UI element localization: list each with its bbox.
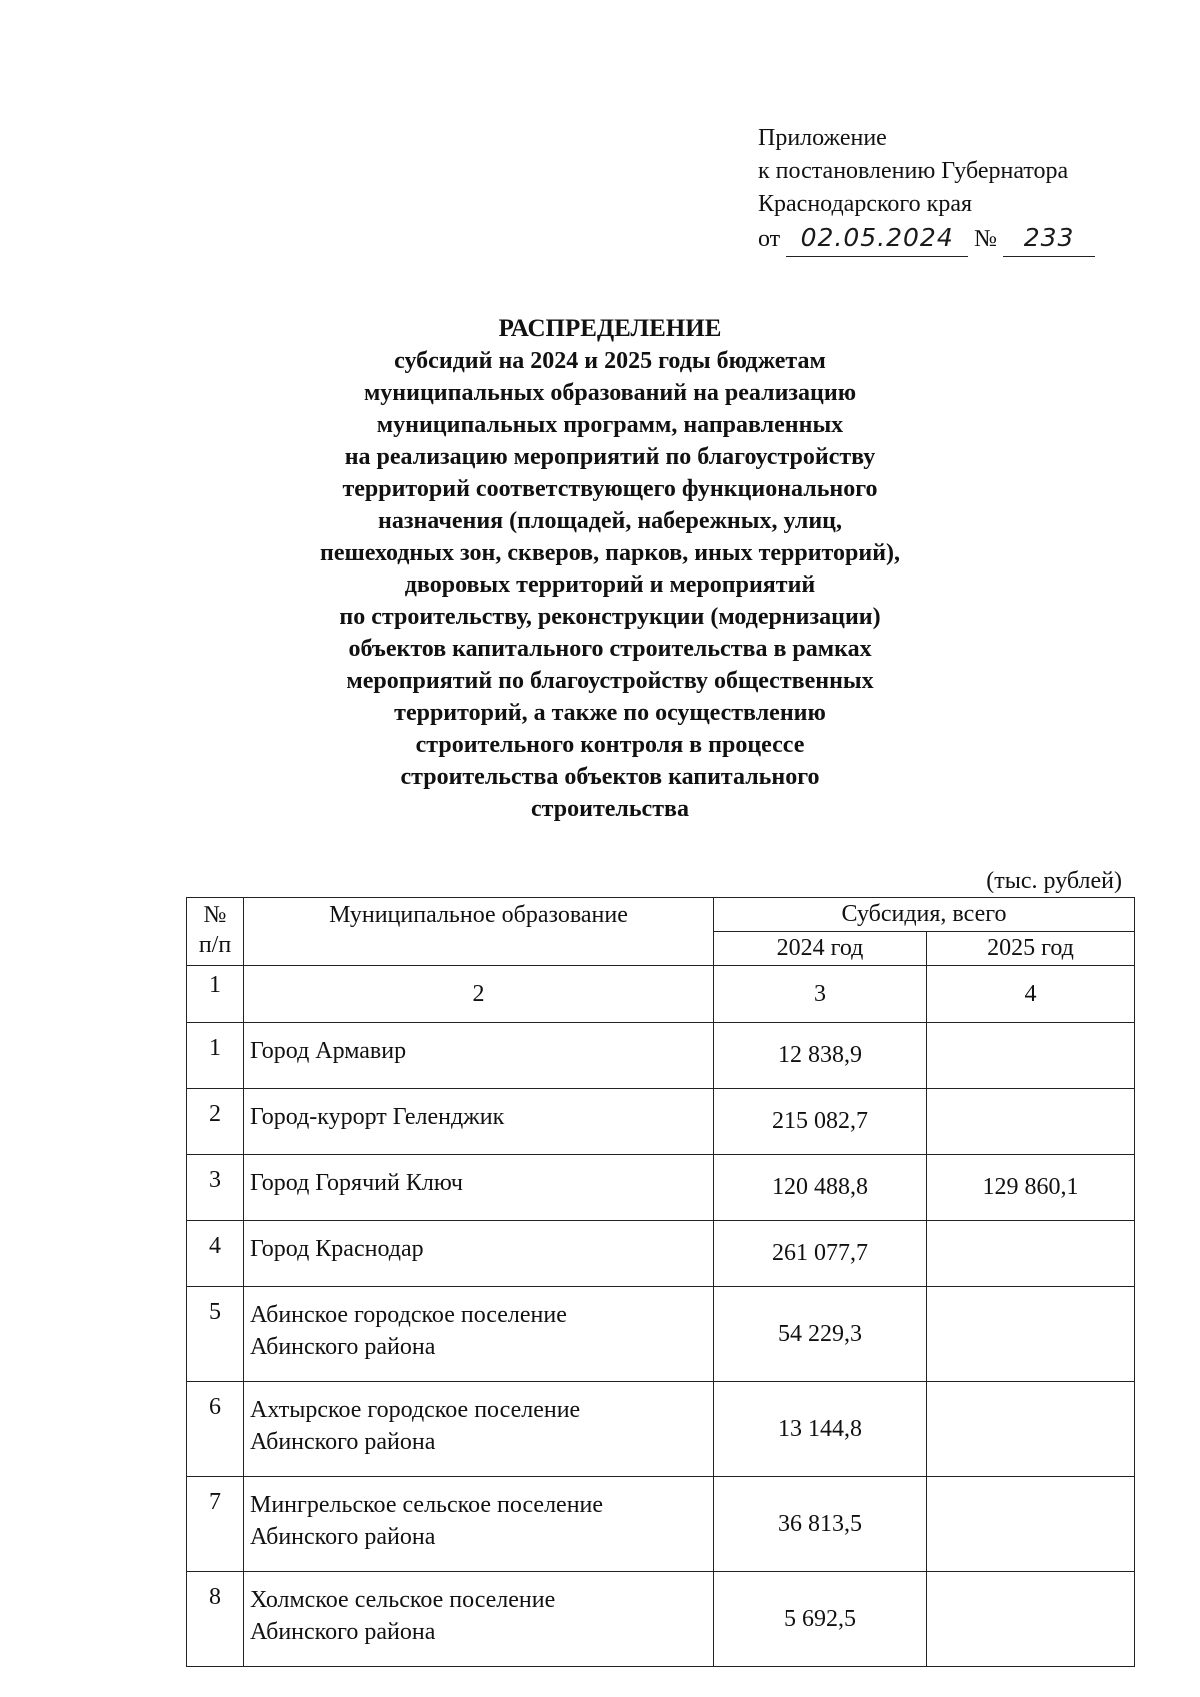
municipality-name — [244, 1089, 714, 1155]
table-row — [187, 1155, 1135, 1221]
subsidy-2025 — [927, 1023, 1135, 1089]
title-line: строительства объектов капитального — [400, 764, 820, 790]
row-number: 7 — [187, 1477, 244, 1572]
header-year-2024: 2024 год — [714, 932, 927, 966]
document-title — [160, 313, 1060, 825]
handwritten-date: 02.05.2024 — [800, 223, 954, 252]
unit-label: (тыс. рублей) — [986, 868, 1122, 894]
subsidy-2025: 129 860,1 — [927, 1155, 1135, 1221]
annex-title: Приложение — [758, 125, 887, 151]
column-number: 4 — [927, 966, 1135, 1023]
subsidy-2024: 13 144,8 — [714, 1382, 927, 1477]
table-row — [187, 1572, 1135, 1667]
title-line: на реализацию мероприятий по благоустройству — [344, 444, 876, 470]
annex-date-number — [758, 221, 1095, 257]
municipality-name-line1: Абинское городское поселение — [250, 1302, 567, 1328]
column-number: 2 — [244, 966, 714, 1023]
municipality-name-line1: Холмское сельское поселение — [250, 1587, 556, 1613]
municipality-name-line1: Город Краснодар — [250, 1236, 424, 1262]
municipality-name — [244, 1155, 714, 1221]
subsidy-2025 — [927, 1382, 1135, 1477]
municipality-name — [244, 1023, 714, 1089]
number-label: № — [974, 226, 998, 252]
title-line: назначения (площадей, набережных, улиц, — [378, 508, 842, 534]
title-line: территорий, а также по осуществлению — [394, 700, 826, 726]
title-line: пешеходных зон, скверов, парков, иных территорий), — [319, 540, 901, 566]
municipality-name — [244, 1287, 714, 1382]
table-row — [187, 1477, 1135, 1572]
municipality-name-line2: Абинского района — [250, 1524, 436, 1550]
row-number: 1 — [187, 1023, 244, 1089]
from-label: от — [758, 226, 781, 252]
title-line: муниципальных программ, направленных — [376, 412, 844, 438]
title-line: мероприятий по благоустройству общественных — [346, 668, 874, 694]
title-line: муниципальных образований на реализацию — [363, 380, 857, 406]
subsidy-2024: 120 488,8 — [714, 1155, 927, 1221]
subsidy-2024: 215 082,7 — [714, 1089, 927, 1155]
column-number: 3 — [714, 966, 927, 1023]
subsidy-2025 — [927, 1477, 1135, 1572]
column-number: 1 — [187, 966, 244, 1023]
header-subsidy-total: Субсидия, всего — [714, 898, 1135, 932]
subsidy-2024: 5 692,5 — [714, 1572, 927, 1667]
title-line: дворовых территорий и мероприятий — [404, 572, 816, 598]
municipality-name-line1: Город Армавир — [250, 1038, 407, 1064]
subsidy-2024: 54 229,3 — [714, 1287, 927, 1382]
municipality-name-line1: Мингрельское сельское поселение — [250, 1492, 604, 1518]
annex-region: Краснодарского края — [758, 191, 973, 217]
municipality-name-line1: Ахтырское городское поселение — [250, 1397, 581, 1423]
title-line: строительства — [531, 796, 689, 822]
subsidy-2024: 261 077,7 — [714, 1221, 927, 1287]
municipality-name — [244, 1477, 714, 1572]
header-year-2025: 2025 год — [927, 932, 1135, 966]
table-row — [187, 1023, 1135, 1089]
subsidy-2025 — [927, 1287, 1135, 1382]
municipality-name-line1: Город Горячий Ключ — [250, 1170, 463, 1196]
title-line: территорий соответствующего функционального — [342, 476, 878, 502]
column-number-row — [187, 966, 1135, 1023]
municipality-name — [244, 1221, 714, 1287]
row-number: 5 — [187, 1287, 244, 1382]
municipality-name-line2: Абинского района — [250, 1619, 436, 1645]
row-number: 2 — [187, 1089, 244, 1155]
municipality-name-line2: Абинского района — [250, 1334, 436, 1360]
row-number: 4 — [187, 1221, 244, 1287]
table-row — [187, 1287, 1135, 1382]
row-number: 6 — [187, 1382, 244, 1477]
row-number: 3 — [187, 1155, 244, 1221]
municipality-name — [244, 1382, 714, 1477]
title-line: строительного контроля в процессе — [415, 732, 805, 758]
table-row — [187, 1382, 1135, 1477]
annex-block — [758, 122, 1095, 257]
row-number: 8 — [187, 1572, 244, 1667]
subsidy-2024: 36 813,5 — [714, 1477, 927, 1572]
header-municipality: Муниципальное образование — [244, 898, 714, 966]
subsidy-2025 — [927, 1572, 1135, 1667]
title-line: объектов капитального строительства в рамках — [348, 636, 872, 662]
title-heading: РАСПРЕДЕЛЕНИЕ — [498, 315, 722, 342]
table-row — [187, 1089, 1135, 1155]
header-number — [187, 898, 244, 966]
title-line: по строительству, реконструкции (модернизации) — [339, 604, 881, 630]
header-number-symbol: № — [203, 902, 227, 928]
table-row — [187, 1221, 1135, 1287]
table-header-row — [187, 898, 1135, 932]
annex-reference: к постановлению Губернатора — [758, 158, 1069, 184]
handwritten-number: 233 — [1023, 223, 1075, 252]
subsidy-2025 — [927, 1221, 1135, 1287]
title-line: субсидий на 2024 и 2025 годы бюджетам — [394, 348, 826, 374]
municipality-name-line1: Город-курорт Геленджик — [250, 1104, 505, 1130]
municipality-name — [244, 1572, 714, 1667]
subsidy-2024: 12 838,9 — [714, 1023, 927, 1089]
header-number-abbr: п/п — [198, 932, 232, 958]
number-field — [1003, 221, 1095, 257]
subsidy-table — [186, 897, 1135, 1667]
municipality-name-line2: Абинского района — [250, 1429, 436, 1455]
date-field — [786, 221, 968, 257]
subsidy-2025 — [927, 1089, 1135, 1155]
